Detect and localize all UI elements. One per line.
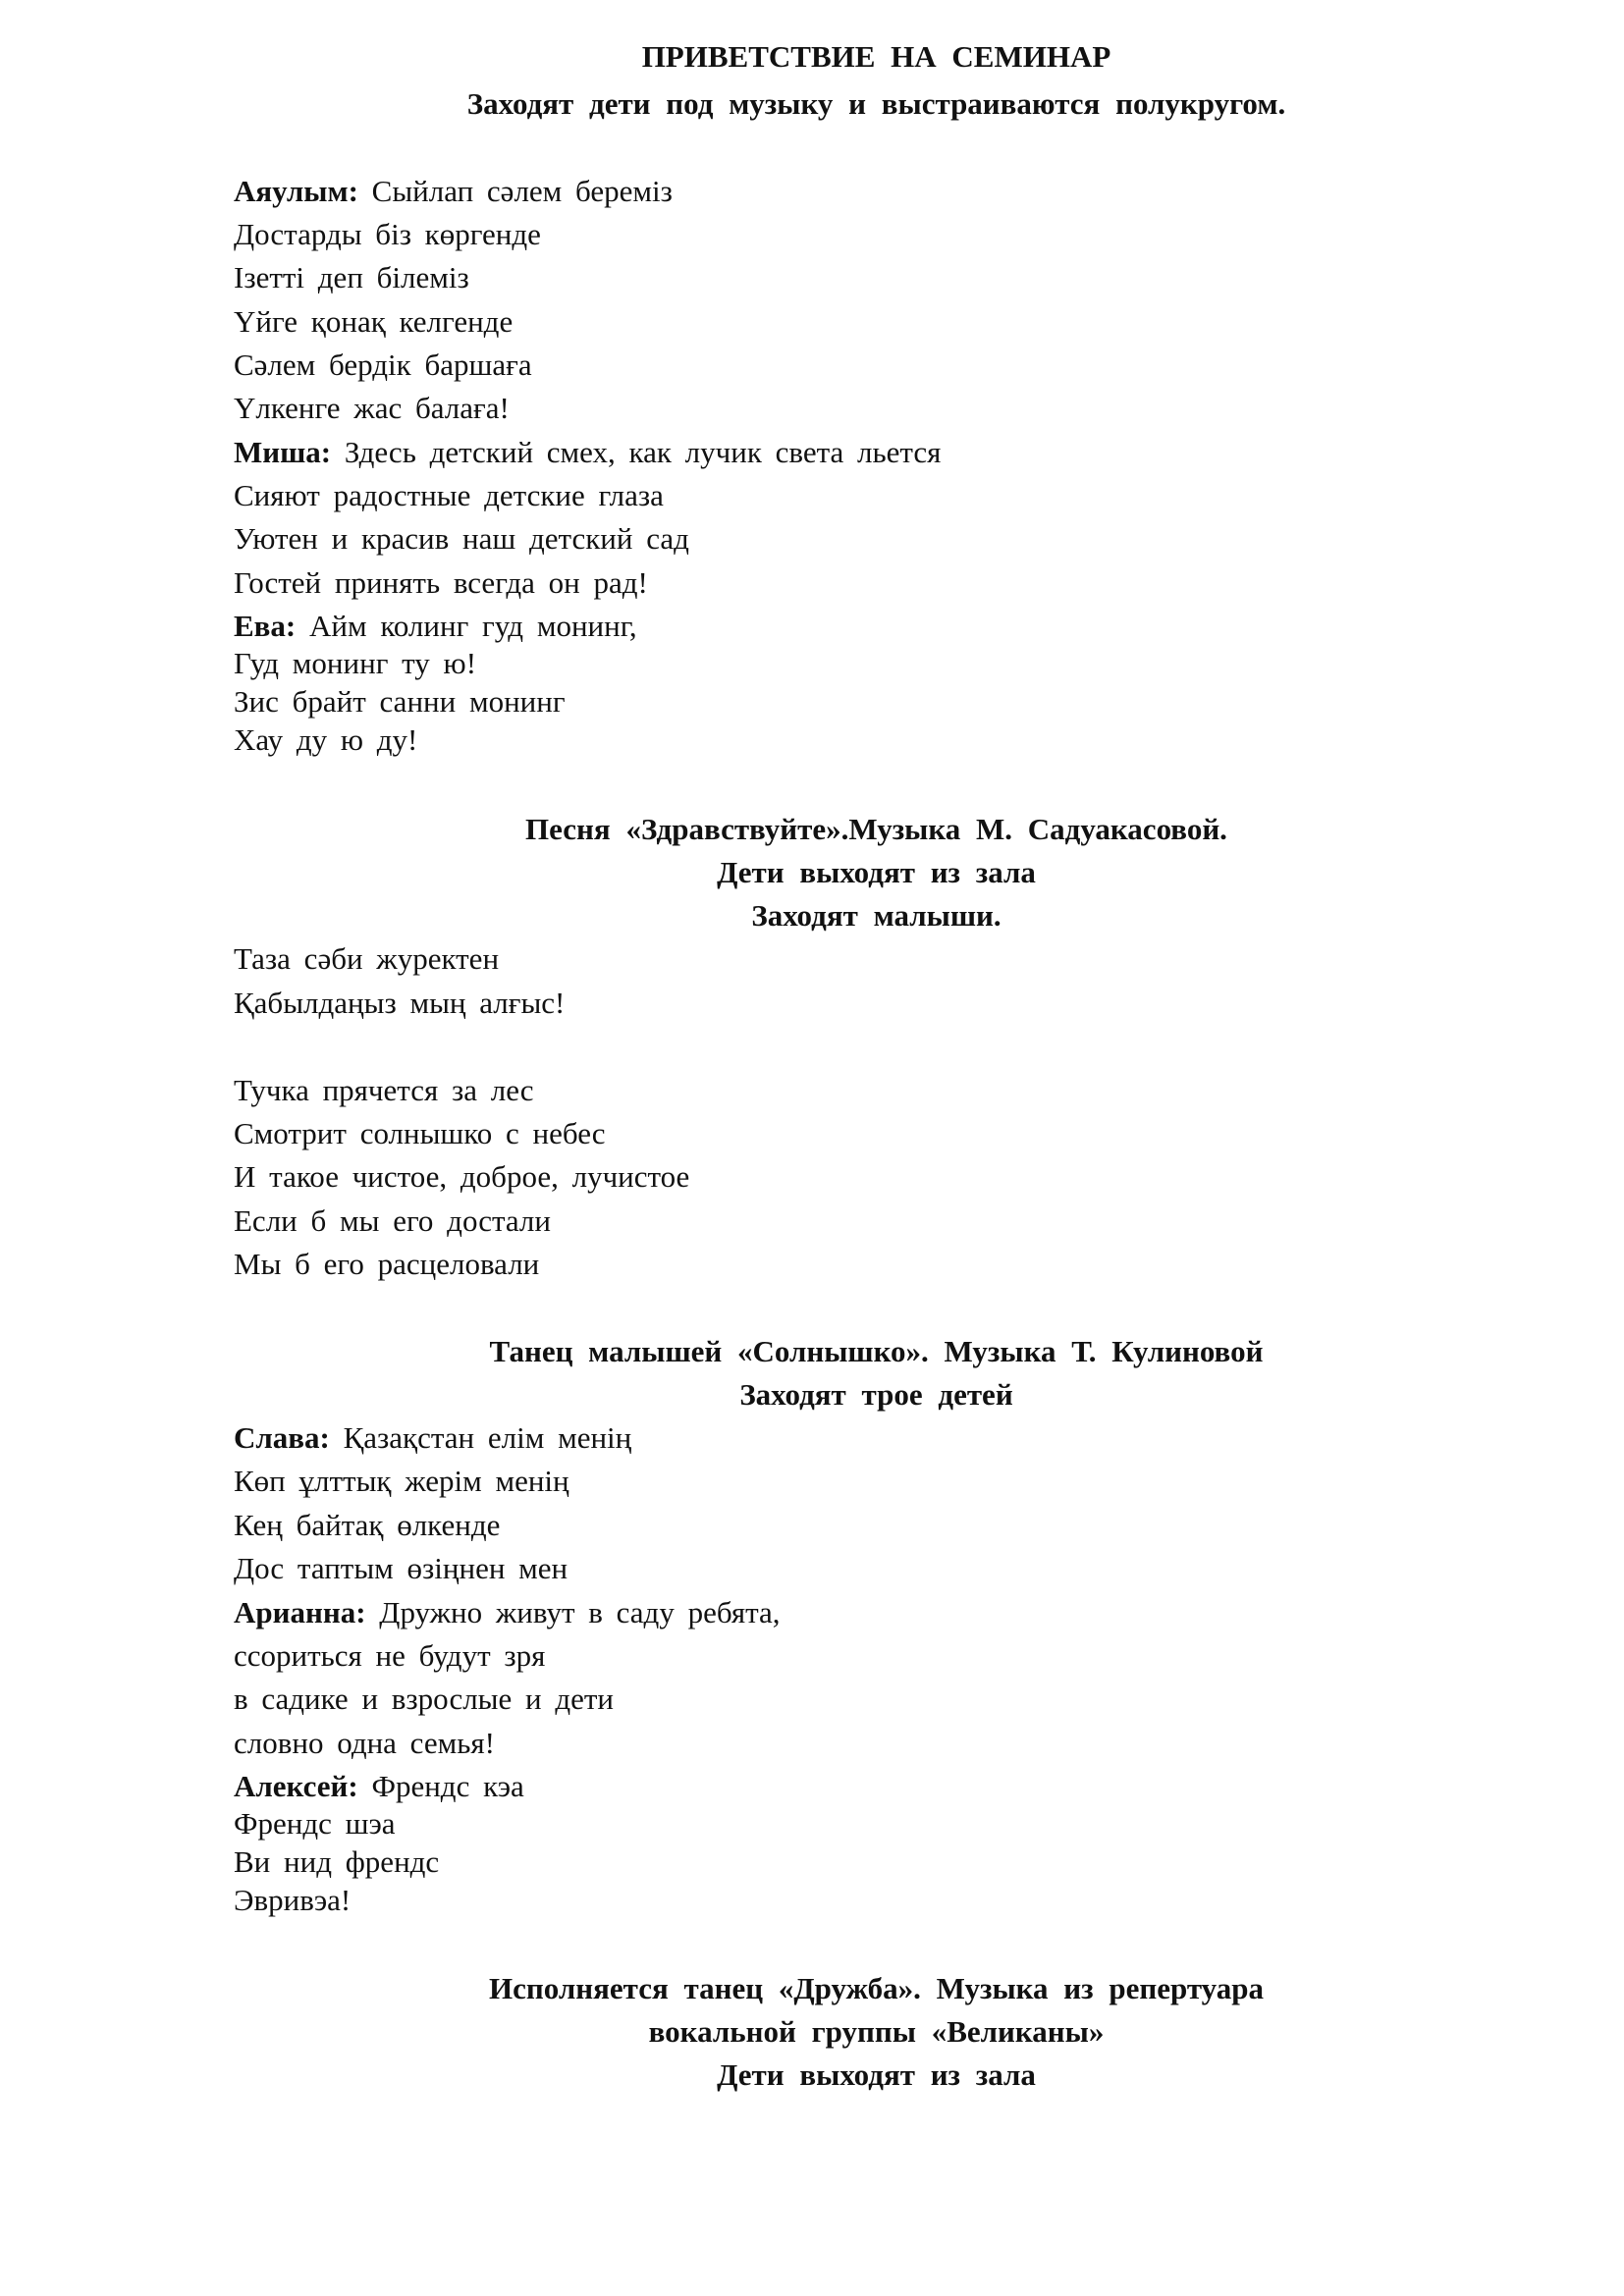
verse-line: Сәлем бердік баршаға	[234, 347, 532, 382]
verse-line: Таза сәби журектен	[234, 941, 500, 976]
speaker-name: Аяулым:	[234, 174, 358, 208]
page-title: ПРИВЕТСТВИЕ НА СЕМИНАР	[641, 39, 1111, 74]
verse-line: Үлкенге жас балаға!	[234, 391, 510, 425]
speaker-name: Арианна:	[234, 1595, 366, 1629]
verse-line: Ізетті деп білеміз	[234, 260, 469, 294]
verse-line: в садике и взрослые и дети	[234, 1682, 615, 1716]
verse-line	[234, 1769, 524, 1804]
speaker-name: Ева:	[234, 609, 297, 643]
verse-line: Френдс шэа	[234, 1806, 396, 1841]
verse-line	[234, 1595, 781, 1630]
verse-line: Гуд монинг ту ю!	[234, 646, 477, 680]
verse-line: Достарды біз көргенде	[234, 217, 541, 251]
verse-line	[234, 174, 673, 209]
verse-line: Көп ұлттық жерім менің	[234, 1464, 569, 1498]
speaker-name: Алексей:	[234, 1769, 358, 1803]
stage-direction: Заходят малыши.	[751, 898, 1001, 933]
verse-line: Уютен и красив наш детский сад	[234, 521, 689, 556]
intro-direction: Заходят дети под музыку и выстраиваются полукругом.	[466, 86, 1286, 121]
verse-line: Ви нид френдс	[234, 1844, 440, 1879]
verse-text: Дружно живут в саду ребята,	[379, 1595, 781, 1629]
verse-line: Смотрит солнышко с небес	[234, 1116, 606, 1150]
stage-direction: Дети выходят из зала	[717, 2057, 1036, 2092]
verse-text: Сыйлап сәлем береміз	[371, 174, 673, 208]
verse-line: Кең байтақ өлкенде	[234, 1508, 501, 1542]
verse-text: Айм колинг гуд монинг,	[309, 609, 637, 643]
verse-line: Если б мы его достали	[234, 1203, 551, 1238]
stage-direction: Танец малышей «Солнышко». Музыка Т. Кулиновой	[489, 1334, 1264, 1368]
verse-text: Френдс кэа	[371, 1769, 524, 1803]
verse-line: Мы б его расцеловали	[234, 1247, 540, 1281]
verse-line: И такое чистое, доброе, лучистое	[234, 1159, 690, 1194]
verse-line	[234, 609, 637, 644]
verse-line: Үйге қонақ келгенде	[234, 304, 514, 339]
verse-line: Зис брайт санни монинг	[234, 684, 566, 719]
verse-line	[234, 435, 941, 470]
speaker-name: Миша:	[234, 435, 332, 469]
stage-direction: Исполняется танец «Дружба». Музыка из репертуара	[489, 1971, 1264, 2005]
verse-text: Здесь детский смех, как лучик света льется	[344, 435, 942, 469]
verse-line: Эвривэа!	[234, 1883, 352, 1917]
verse-line: словно одна семья!	[234, 1726, 495, 1760]
stage-direction: Дети выходят из зала	[717, 855, 1036, 889]
verse-line: Хау ду ю ду!	[234, 722, 418, 757]
verse-line: Сияют радостные детские глаза	[234, 478, 664, 512]
verse-line: Тучка прячется за лес	[234, 1073, 534, 1107]
verse-line	[234, 1420, 631, 1456]
stage-direction: Заходят трое детей	[739, 1377, 1013, 1412]
verse-line: Дос таптым өзіңнен мен	[234, 1551, 568, 1585]
verse-line: Гостей принять всегда он рад!	[234, 565, 648, 600]
verse-line: Қабылдаңыз мың алғыс!	[234, 986, 566, 1020]
stage-direction: вокальной группы «Великаны»	[648, 2014, 1105, 2049]
verse-line: ссориться не будут зря	[234, 1638, 546, 1673]
stage-direction: Песня «Здравствуйте».Музыка М. Садуакасовой.	[525, 812, 1227, 846]
speaker-name: Слава:	[234, 1420, 330, 1455]
verse-text: Қазақстан елім менің	[343, 1420, 632, 1455]
